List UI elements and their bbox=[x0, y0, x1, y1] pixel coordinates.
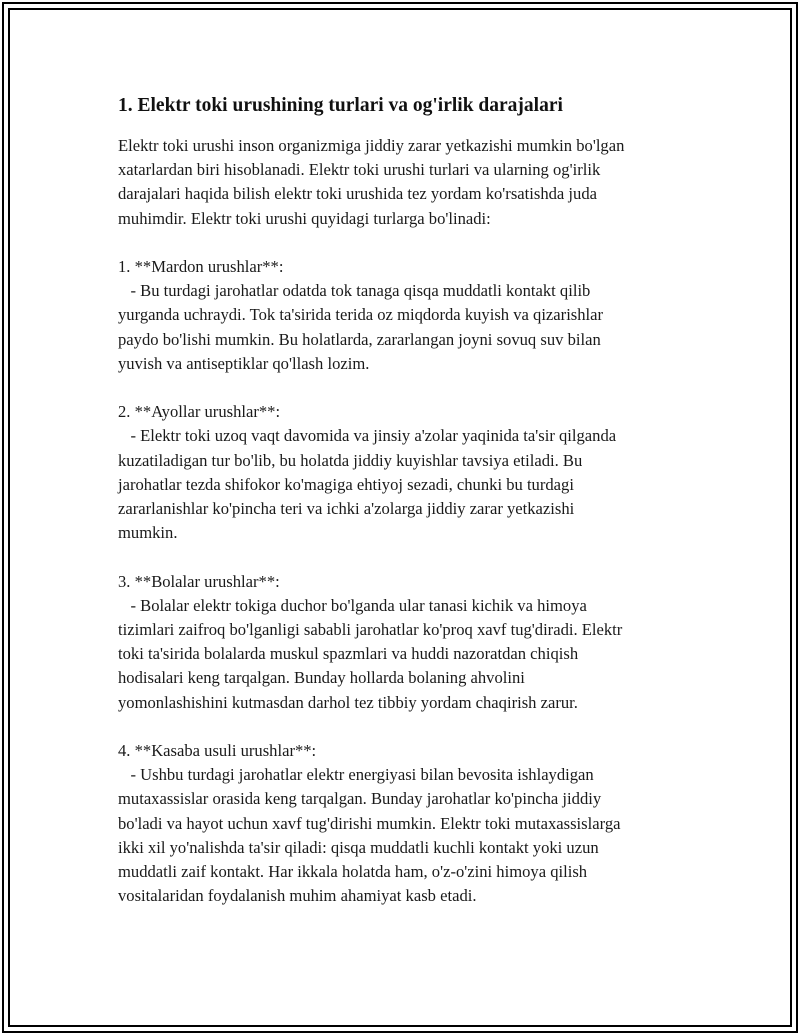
section-body: - Bu turdagi jarohatlar odatda tok tanaga qisqa muddatli kontakt qilib yurganda uchraydi. Tok ta'sirida terida oz miqdorda kuyish va qizarishlar paydo bo'lishi mumkin. Bu holatlarda, zararlangan joyni sovuq suv bilan yuvish va antiseptiklar qo'llash lozim. bbox=[118, 281, 604, 373]
document-title: 1. Elektr toki urushining turlari va og'irlik darajalari bbox=[118, 95, 563, 116]
section-mardon bbox=[118, 255, 688, 376]
paragraph-spacer bbox=[118, 376, 688, 400]
section-heading: 3. **Bolalar urushlar**: bbox=[118, 571, 280, 591]
section-heading: 2. **Ayollar urushlar**: bbox=[118, 402, 281, 422]
section-heading: 1. **Mardon urushlar**: bbox=[118, 257, 284, 276]
section-body: - Ushbu turdagi jarohatlar elektr energiyasi bilan bevosita ishlaydigan mutaxassislar orasida keng tarqalgan. Bunday jarohatlar ko'pincha jiddiy bo'ladi va hayot uchun xavf tug'dirishi mumkin. Elektr toki mutaxassislarga ikki xil yo'nalishda ta'sir qiladi: qisqa muddatli kuchli kontakt yoki uzun muddatli zaif kontakt. Har ikkala holatda ham, o'z-o'zini himoya qilish vositalaridan foydalanish muhim ahamiyat kasb etadi. bbox=[118, 765, 621, 906]
section-heading: 4. **Kasaba usuli urushlar**: bbox=[118, 741, 317, 761]
document-body bbox=[118, 92, 688, 908]
section-ayollar bbox=[118, 400, 688, 545]
section-kasaba bbox=[118, 739, 688, 908]
intro-paragraph: Elektr toki urushi inson organizmiga jiddiy zarar yetkazishi mumkin bo'lgan xatarlardan biri hisoblanadi. Elektr toki urushi turlari va ularning og'irlik darajalari haqida bilish elektr toki urushida tez yordam ko'rsatishda juda muhimdir. Elektr toki urushi quyidagi turlarga bo'linadi: bbox=[118, 136, 625, 228]
section-body: - Elektr toki uzoq vaqt davomida va jinsiy a'zolar yaqinida ta'sir qilganda kuzatiladigan tur bo'lib, bu holatda jiddiy kuyishlar tavsiya etiladi. Bu jarohatlar tezda shifokor ko'magiga ehtiyoj sezadi, chunki bu turdagi zararlanishlar ko'pincha teri va ichki a'zolarga jiddiy zarar yetkazishi mumkin. bbox=[118, 426, 617, 543]
paragraph-spacer bbox=[118, 231, 688, 255]
section-body: - Bolalar elektr tokiga duchor bo'lganda ular tanasi kichik va himoya tizimlari zaifroq bo'lganligi sababli jarohatlar ko'proq xavf tug'diradi. Elektr toki ta'sirida bolalarda muskul spazmlari va huddi nazoratdan chiqish hodisalari keng tarqalgan. Bunday hollarda bolaning ahvolini yomonlashishini kutmasdan darhol tez tibbiy yordam chaqirish zarur. bbox=[118, 595, 623, 712]
section-bolalar bbox=[118, 570, 688, 715]
paragraph-spacer bbox=[118, 715, 688, 739]
paragraph-spacer bbox=[118, 545, 688, 569]
